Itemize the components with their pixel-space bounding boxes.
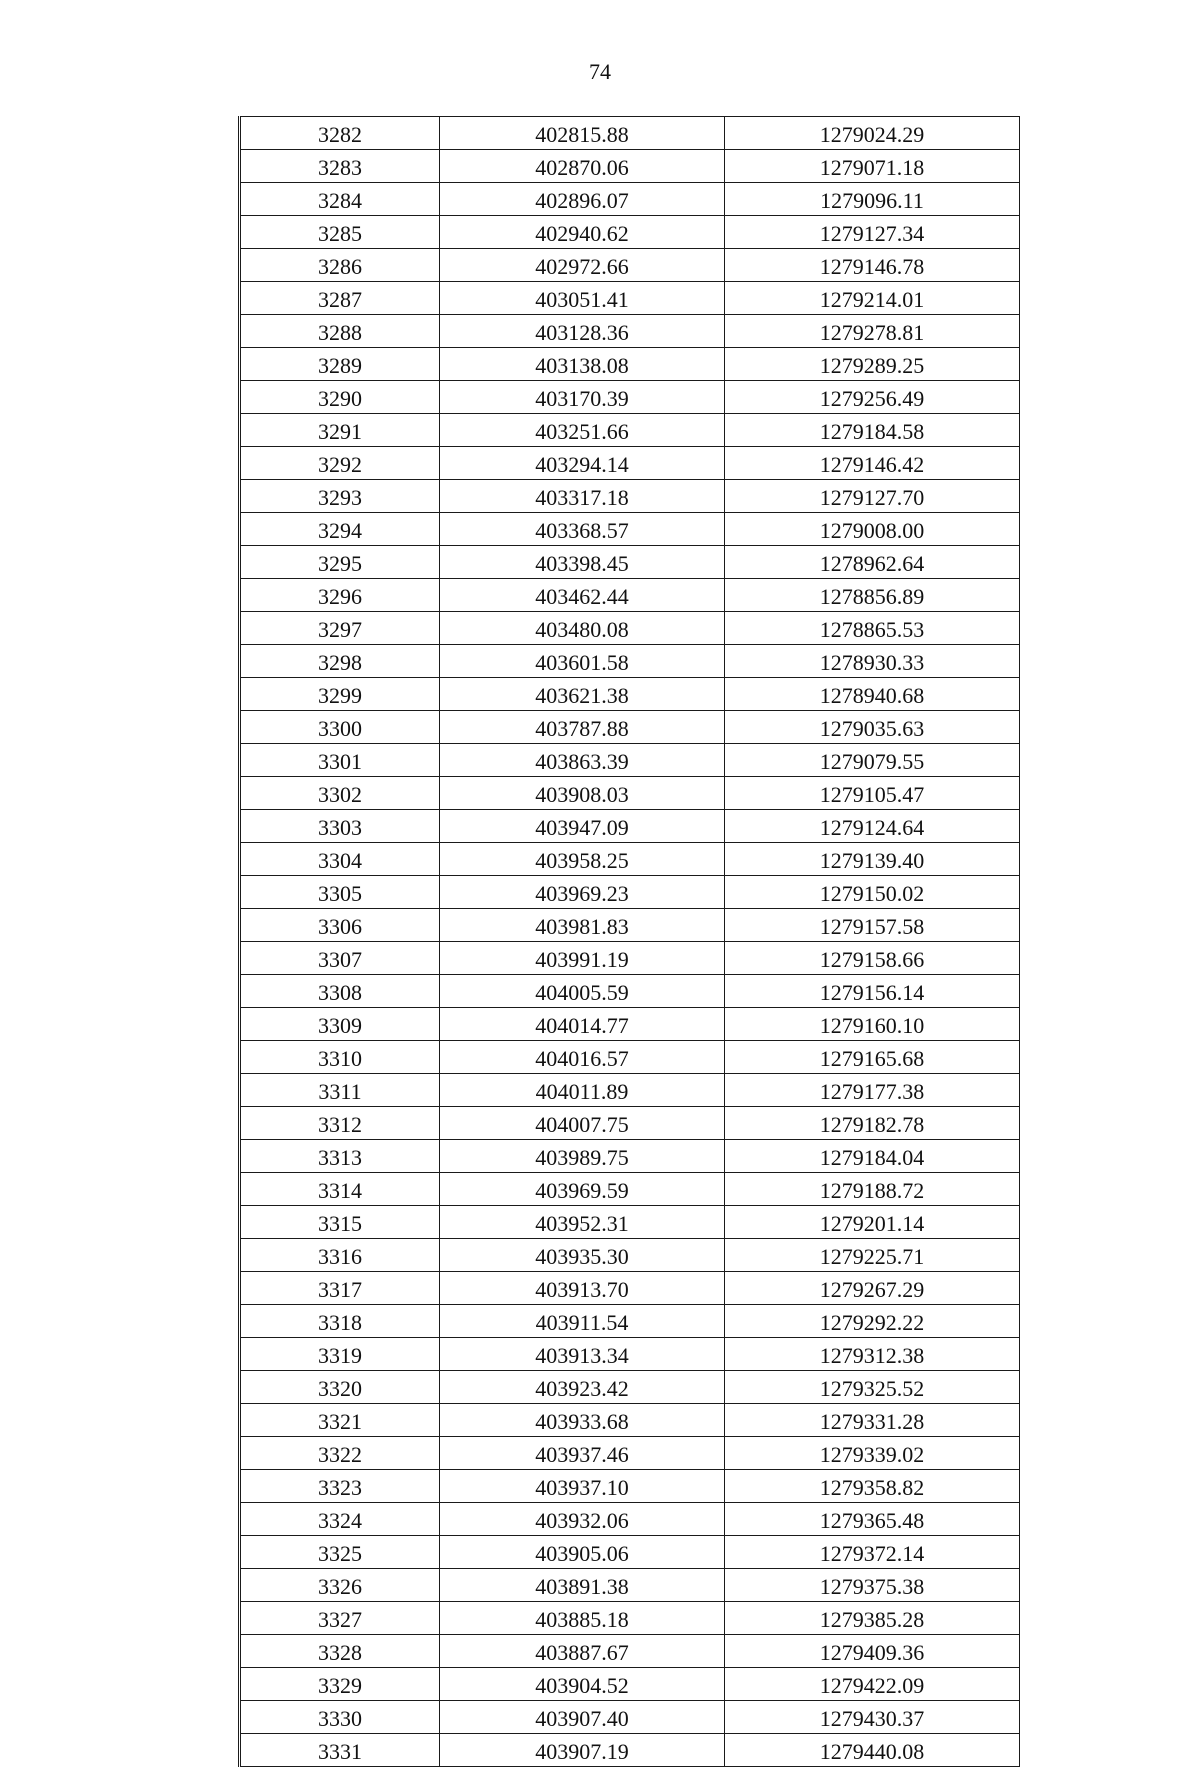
- y-coordinate-cell: 1279157.58: [725, 909, 1020, 942]
- x-coordinate-cell: 403863.39: [440, 744, 725, 777]
- table-row: [240, 546, 1020, 579]
- point-number-cell: 3325: [240, 1536, 440, 1569]
- table-row: [240, 1536, 1020, 1569]
- point-number-cell: 3300: [240, 711, 440, 744]
- x-coordinate-cell: 403462.44: [440, 579, 725, 612]
- point-number-cell: 3315: [240, 1206, 440, 1239]
- point-number-cell: 3320: [240, 1371, 440, 1404]
- x-coordinate-cell: 403885.18: [440, 1602, 725, 1635]
- point-number-cell: 3308: [240, 975, 440, 1008]
- point-number-cell: 3316: [240, 1239, 440, 1272]
- coordinates-table-body: [240, 117, 1020, 1767]
- x-coordinate-cell: 402972.66: [440, 249, 725, 282]
- table-row: [240, 282, 1020, 315]
- point-number-cell: 3299: [240, 678, 440, 711]
- y-coordinate-cell: 1279182.78: [725, 1107, 1020, 1140]
- y-coordinate-cell: 1279312.38: [725, 1338, 1020, 1371]
- y-coordinate-cell: 1279278.81: [725, 315, 1020, 348]
- table-row: [240, 579, 1020, 612]
- y-coordinate-cell: 1279440.08: [725, 1734, 1020, 1767]
- y-coordinate-cell: 1279225.71: [725, 1239, 1020, 1272]
- x-coordinate-cell: 404014.77: [440, 1008, 725, 1041]
- y-coordinate-cell: 1279024.29: [725, 117, 1020, 150]
- x-coordinate-cell: 403933.68: [440, 1404, 725, 1437]
- x-coordinate-cell: 402870.06: [440, 150, 725, 183]
- point-number-cell: 3314: [240, 1173, 440, 1206]
- table-row: [240, 645, 1020, 678]
- y-coordinate-cell: 1279096.11: [725, 183, 1020, 216]
- point-number-cell: 3289: [240, 348, 440, 381]
- x-coordinate-cell: 404011.89: [440, 1074, 725, 1107]
- table-row: [240, 1437, 1020, 1470]
- point-number-cell: 3301: [240, 744, 440, 777]
- table-row: [240, 876, 1020, 909]
- point-number-cell: 3313: [240, 1140, 440, 1173]
- table-row: [240, 843, 1020, 876]
- y-coordinate-cell: 1279165.68: [725, 1041, 1020, 1074]
- x-coordinate-cell: 403947.09: [440, 810, 725, 843]
- point-number-cell: 3290: [240, 381, 440, 414]
- point-number-cell: 3323: [240, 1470, 440, 1503]
- y-coordinate-cell: 1279339.02: [725, 1437, 1020, 1470]
- table-row: [240, 744, 1020, 777]
- y-coordinate-cell: 1279372.14: [725, 1536, 1020, 1569]
- x-coordinate-cell: 403969.59: [440, 1173, 725, 1206]
- x-coordinate-cell: 403905.06: [440, 1536, 725, 1569]
- x-coordinate-cell: 403937.10: [440, 1470, 725, 1503]
- point-number-cell: 3295: [240, 546, 440, 579]
- point-number-cell: 3305: [240, 876, 440, 909]
- table-row: [240, 1734, 1020, 1767]
- table-row: [240, 414, 1020, 447]
- y-coordinate-cell: 1279430.37: [725, 1701, 1020, 1734]
- y-coordinate-cell: 1279146.42: [725, 447, 1020, 480]
- x-coordinate-cell: 403911.54: [440, 1305, 725, 1338]
- point-number-cell: 3284: [240, 183, 440, 216]
- x-coordinate-cell: 403170.39: [440, 381, 725, 414]
- y-coordinate-cell: 1279214.01: [725, 282, 1020, 315]
- point-number-cell: 3322: [240, 1437, 440, 1470]
- x-coordinate-cell: 403368.57: [440, 513, 725, 546]
- y-coordinate-cell: 1279422.09: [725, 1668, 1020, 1701]
- y-coordinate-cell: 1279127.70: [725, 480, 1020, 513]
- point-number-cell: 3328: [240, 1635, 440, 1668]
- x-coordinate-cell: 403128.36: [440, 315, 725, 348]
- y-coordinate-cell: 1279267.29: [725, 1272, 1020, 1305]
- x-coordinate-cell: 403601.58: [440, 645, 725, 678]
- x-coordinate-cell: 403891.38: [440, 1569, 725, 1602]
- y-coordinate-cell: 1279150.02: [725, 876, 1020, 909]
- y-coordinate-cell: 1279008.00: [725, 513, 1020, 546]
- table-row: [240, 711, 1020, 744]
- table-row: [240, 1338, 1020, 1371]
- table-row: [240, 249, 1020, 282]
- table-row: [240, 1404, 1020, 1437]
- table-row: [240, 1569, 1020, 1602]
- point-number-cell: 3317: [240, 1272, 440, 1305]
- y-coordinate-cell: 1279358.82: [725, 1470, 1020, 1503]
- y-coordinate-cell: 1279156.14: [725, 975, 1020, 1008]
- table-row: [240, 1701, 1020, 1734]
- table-row: [240, 150, 1020, 183]
- point-number-cell: 3296: [240, 579, 440, 612]
- table-row: [240, 1305, 1020, 1338]
- table-row: [240, 678, 1020, 711]
- table-row: [240, 1107, 1020, 1140]
- x-coordinate-cell: 403051.41: [440, 282, 725, 315]
- y-coordinate-cell: 1279160.10: [725, 1008, 1020, 1041]
- table-row: [240, 1239, 1020, 1272]
- point-number-cell: 3319: [240, 1338, 440, 1371]
- y-coordinate-cell: 1279331.28: [725, 1404, 1020, 1437]
- point-number-cell: 3293: [240, 480, 440, 513]
- y-coordinate-cell: 1279124.64: [725, 810, 1020, 843]
- x-coordinate-cell: 404005.59: [440, 975, 725, 1008]
- y-coordinate-cell: 1279201.14: [725, 1206, 1020, 1239]
- point-number-cell: 3283: [240, 150, 440, 183]
- y-coordinate-cell: 1279365.48: [725, 1503, 1020, 1536]
- y-coordinate-cell: 1279071.18: [725, 150, 1020, 183]
- x-coordinate-cell: 403958.25: [440, 843, 725, 876]
- y-coordinate-cell: 1279256.49: [725, 381, 1020, 414]
- table-row: [240, 1041, 1020, 1074]
- coordinates-table-container: [238, 116, 1018, 1767]
- table-row: [240, 1140, 1020, 1173]
- x-coordinate-cell: 403981.83: [440, 909, 725, 942]
- point-number-cell: 3312: [240, 1107, 440, 1140]
- point-number-cell: 3282: [240, 117, 440, 150]
- table-row: [240, 348, 1020, 381]
- x-coordinate-cell: 403904.52: [440, 1668, 725, 1701]
- x-coordinate-cell: 403937.46: [440, 1437, 725, 1470]
- point-number-cell: 3297: [240, 612, 440, 645]
- table-row: [240, 909, 1020, 942]
- point-number-cell: 3310: [240, 1041, 440, 1074]
- table-row: [240, 810, 1020, 843]
- x-coordinate-cell: 403621.38: [440, 678, 725, 711]
- y-coordinate-cell: 1278940.68: [725, 678, 1020, 711]
- x-coordinate-cell: 403907.40: [440, 1701, 725, 1734]
- x-coordinate-cell: 403138.08: [440, 348, 725, 381]
- x-coordinate-cell: 403935.30: [440, 1239, 725, 1272]
- point-number-cell: 3298: [240, 645, 440, 678]
- point-number-cell: 3303: [240, 810, 440, 843]
- point-number-cell: 3307: [240, 942, 440, 975]
- x-coordinate-cell: 403398.45: [440, 546, 725, 579]
- point-number-cell: 3330: [240, 1701, 440, 1734]
- x-coordinate-cell: 403251.66: [440, 414, 725, 447]
- y-coordinate-cell: 1278930.33: [725, 645, 1020, 678]
- y-coordinate-cell: 1279289.25: [725, 348, 1020, 381]
- point-number-cell: 3302: [240, 777, 440, 810]
- point-number-cell: 3311: [240, 1074, 440, 1107]
- y-coordinate-cell: 1279188.72: [725, 1173, 1020, 1206]
- x-coordinate-cell: 403907.19: [440, 1734, 725, 1767]
- table-row: [240, 315, 1020, 348]
- table-row: [240, 183, 1020, 216]
- y-coordinate-cell: 1279375.38: [725, 1569, 1020, 1602]
- x-coordinate-cell: 403913.34: [440, 1338, 725, 1371]
- point-number-cell: 3287: [240, 282, 440, 315]
- table-row: [240, 381, 1020, 414]
- point-number-cell: 3294: [240, 513, 440, 546]
- y-coordinate-cell: 1279184.04: [725, 1140, 1020, 1173]
- x-coordinate-cell: 403887.67: [440, 1635, 725, 1668]
- table-row: [240, 1371, 1020, 1404]
- y-coordinate-cell: 1278856.89: [725, 579, 1020, 612]
- x-coordinate-cell: 403989.75: [440, 1140, 725, 1173]
- x-coordinate-cell: 403480.08: [440, 612, 725, 645]
- table-row: [240, 975, 1020, 1008]
- point-number-cell: 3288: [240, 315, 440, 348]
- y-coordinate-cell: 1279158.66: [725, 942, 1020, 975]
- y-coordinate-cell: 1279139.40: [725, 843, 1020, 876]
- table-row: [240, 117, 1020, 150]
- y-coordinate-cell: 1279184.58: [725, 414, 1020, 447]
- point-number-cell: 3321: [240, 1404, 440, 1437]
- table-row: [240, 942, 1020, 975]
- x-coordinate-cell: 403317.18: [440, 480, 725, 513]
- x-coordinate-cell: 403952.31: [440, 1206, 725, 1239]
- table-row: [240, 1272, 1020, 1305]
- point-number-cell: 3326: [240, 1569, 440, 1602]
- y-coordinate-cell: 1279385.28: [725, 1602, 1020, 1635]
- x-coordinate-cell: 402896.07: [440, 183, 725, 216]
- x-coordinate-cell: 403787.88: [440, 711, 725, 744]
- y-coordinate-cell: 1279177.38: [725, 1074, 1020, 1107]
- x-coordinate-cell: 403969.23: [440, 876, 725, 909]
- y-coordinate-cell: 1279146.78: [725, 249, 1020, 282]
- table-row: [240, 1503, 1020, 1536]
- point-number-cell: 3292: [240, 447, 440, 480]
- x-coordinate-cell: 403991.19: [440, 942, 725, 975]
- table-row: [240, 612, 1020, 645]
- y-coordinate-cell: 1278865.53: [725, 612, 1020, 645]
- y-coordinate-cell: 1278962.64: [725, 546, 1020, 579]
- point-number-cell: 3329: [240, 1668, 440, 1701]
- point-number-cell: 3318: [240, 1305, 440, 1338]
- table-row: [240, 1074, 1020, 1107]
- x-coordinate-cell: 402815.88: [440, 117, 725, 150]
- point-number-cell: 3285: [240, 216, 440, 249]
- table-row: [240, 1635, 1020, 1668]
- table-row: [240, 1470, 1020, 1503]
- table-row: [240, 777, 1020, 810]
- coordinates-table: [238, 116, 1020, 1767]
- table-row: [240, 1008, 1020, 1041]
- table-row: [240, 480, 1020, 513]
- point-number-cell: 3327: [240, 1602, 440, 1635]
- table-row: [240, 513, 1020, 546]
- x-coordinate-cell: 402940.62: [440, 216, 725, 249]
- y-coordinate-cell: 1279292.22: [725, 1305, 1020, 1338]
- y-coordinate-cell: 1279105.47: [725, 777, 1020, 810]
- point-number-cell: 3286: [240, 249, 440, 282]
- page-number: 74: [589, 59, 611, 84]
- table-row: [240, 216, 1020, 249]
- table-row: [240, 1602, 1020, 1635]
- point-number-cell: 3304: [240, 843, 440, 876]
- point-number-cell: 3309: [240, 1008, 440, 1041]
- table-row: [240, 1206, 1020, 1239]
- x-coordinate-cell: 404016.57: [440, 1041, 725, 1074]
- point-number-cell: 3324: [240, 1503, 440, 1536]
- x-coordinate-cell: 403932.06: [440, 1503, 725, 1536]
- table-row: [240, 447, 1020, 480]
- x-coordinate-cell: 403908.03: [440, 777, 725, 810]
- table-row: [240, 1668, 1020, 1701]
- y-coordinate-cell: 1279127.34: [725, 216, 1020, 249]
- y-coordinate-cell: 1279079.55: [725, 744, 1020, 777]
- x-coordinate-cell: 403294.14: [440, 447, 725, 480]
- x-coordinate-cell: 403923.42: [440, 1371, 725, 1404]
- table-row: [240, 1173, 1020, 1206]
- y-coordinate-cell: 1279325.52: [725, 1371, 1020, 1404]
- point-number-cell: 3331: [240, 1734, 440, 1767]
- point-number-cell: 3306: [240, 909, 440, 942]
- point-number-cell: 3291: [240, 414, 440, 447]
- y-coordinate-cell: 1279035.63: [725, 711, 1020, 744]
- x-coordinate-cell: 403913.70: [440, 1272, 725, 1305]
- x-coordinate-cell: 404007.75: [440, 1107, 725, 1140]
- y-coordinate-cell: 1279409.36: [725, 1635, 1020, 1668]
